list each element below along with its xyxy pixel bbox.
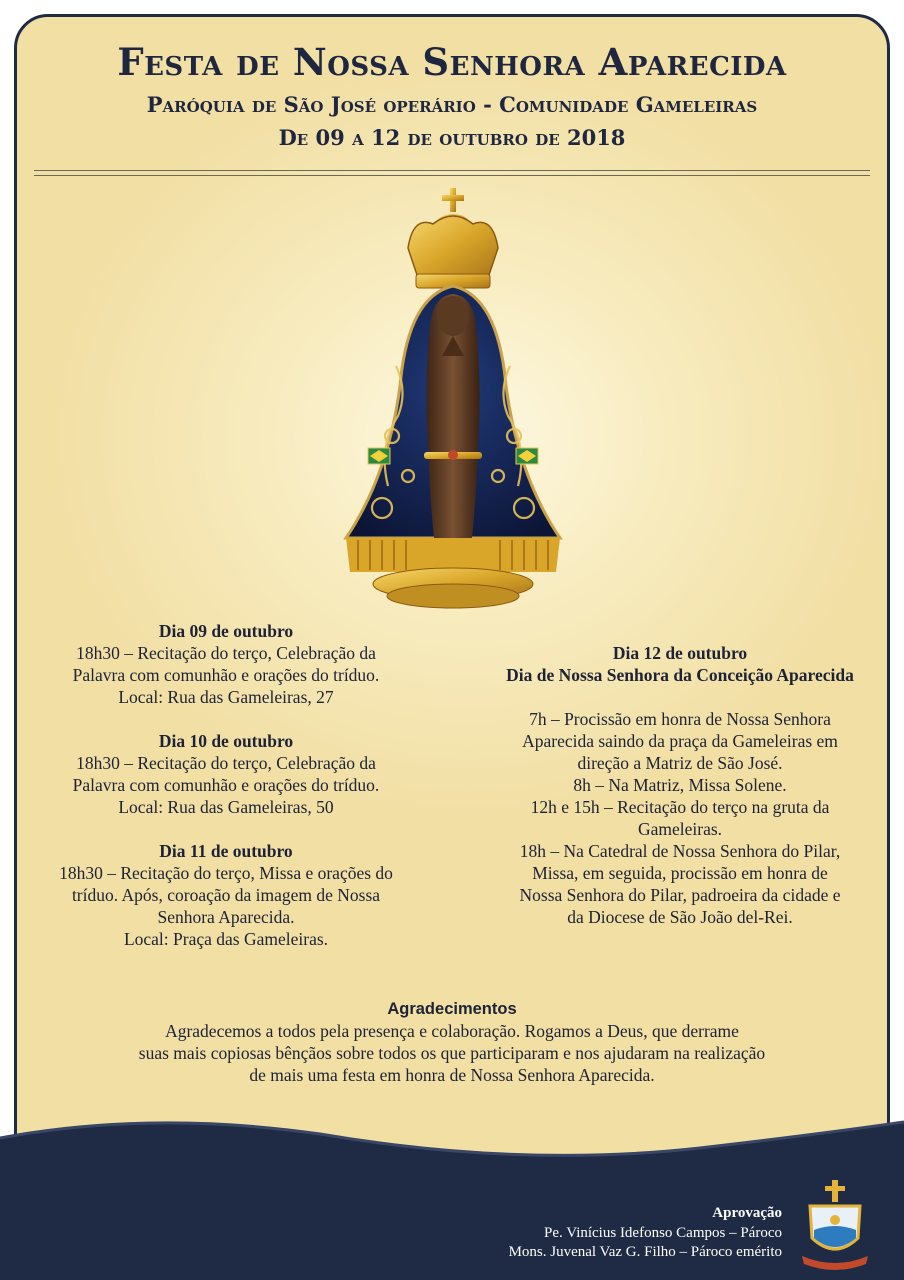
- parish-subtitle: Paróquia de São José operário - Comunidade Gameleiras: [146, 92, 758, 117]
- schedule-line: da Diocese de São João del-Rei.: [567, 907, 793, 927]
- schedule-left: [26, 620, 426, 950]
- schedule-line: Senhora Aparecida.: [157, 907, 295, 927]
- schedule-location: Local: Rua das Gameleiras, 27: [118, 687, 334, 707]
- schedule-location: Local: Rua das Gameleiras, 50: [118, 797, 334, 817]
- day-heading: Dia 11 de outubro: [159, 841, 293, 861]
- schedule-line: 18h30 – Recitação do terço, Celebração da: [76, 643, 376, 663]
- schedule-line: Missa, em seguida, procissão em honra de: [532, 863, 828, 883]
- thanks-line: Agradecemos a todos pela presença e colaboração. Rogamos a Deus, que derrame: [165, 1021, 739, 1041]
- schedule-right: [470, 642, 890, 928]
- schedule-line: 18h30 – Recitação do terço, Celebração da: [76, 753, 376, 773]
- schedule-line: 18h30 – Recitação do terço, Missa e orações do: [59, 863, 393, 883]
- schedule-line: Palavra com comunhão e orações do tríduo.: [72, 665, 380, 685]
- approval-line: Mons. Juvenal Vaz G. Filho – Pároco emérito: [508, 1244, 782, 1260]
- day-heading: Dia 09 de outubro: [158, 621, 294, 641]
- schedule-line: Nossa Senhora do Pilar, padroeira da cidade e: [519, 885, 841, 905]
- statue-icon: [338, 186, 568, 612]
- thanks-heading: Agradecimentos: [387, 1000, 517, 1018]
- approval-heading: Aprovação: [712, 1205, 782, 1221]
- day-heading: Dia 12 de outubro: [612, 643, 748, 663]
- schedule-line: 18h – Na Catedral de Nossa Senhora do Pilar,: [519, 841, 841, 861]
- schedule-line: 8h – Na Matriz, Missa Solene.: [573, 775, 787, 795]
- thanks-line: de mais uma festa em honra de Nossa Senhora Aparecida.: [249, 1065, 655, 1085]
- schedule-line: 7h – Procissão em honra de Nossa Senhora: [529, 709, 831, 729]
- schedule-line: direção a Matriz de São José.: [577, 753, 783, 773]
- event-dates: De 09 a 12 de outubro de 2018: [278, 125, 626, 150]
- schedule-line: 12h e 15h – Recitação do terço na gruta da: [530, 797, 830, 817]
- schedule-line: tríduo. Após, coroação da imagem de Nossa: [71, 885, 381, 905]
- day-subheading: Dia de Nossa Senhora da Conceição Aparecida: [506, 665, 854, 685]
- thanks-section: [60, 998, 844, 1086]
- header-rule-top: [34, 170, 870, 171]
- approval-section: [509, 1204, 782, 1263]
- header-rule-bottom: [34, 175, 870, 176]
- parish-emblem-icon: [796, 1178, 874, 1270]
- schedule-line: Gameleiras.: [637, 819, 723, 839]
- day-heading: Dia 10 de outubro: [158, 731, 294, 751]
- approval-line: Pe. Vinícius Idefonso Campos – Pároco: [544, 1224, 782, 1241]
- header: [0, 40, 904, 150]
- schedule-line: Aparecida saindo da praça da Gameleiras em: [522, 731, 838, 751]
- day-10-block: [26, 730, 426, 818]
- thanks-line: suas mais copiosas bênçãos sobre todos os que participaram e nos ajudaram na realização: [138, 1043, 766, 1063]
- schedule-location: Local: Praça das Gameleiras.: [123, 929, 329, 949]
- day-09-block: [26, 620, 426, 708]
- schedule-line: Palavra com comunhão e orações do tríduo.: [72, 775, 380, 795]
- day-11-block: [26, 840, 426, 950]
- page-title: Festa de Nossa Senhora Aparecida: [117, 40, 787, 84]
